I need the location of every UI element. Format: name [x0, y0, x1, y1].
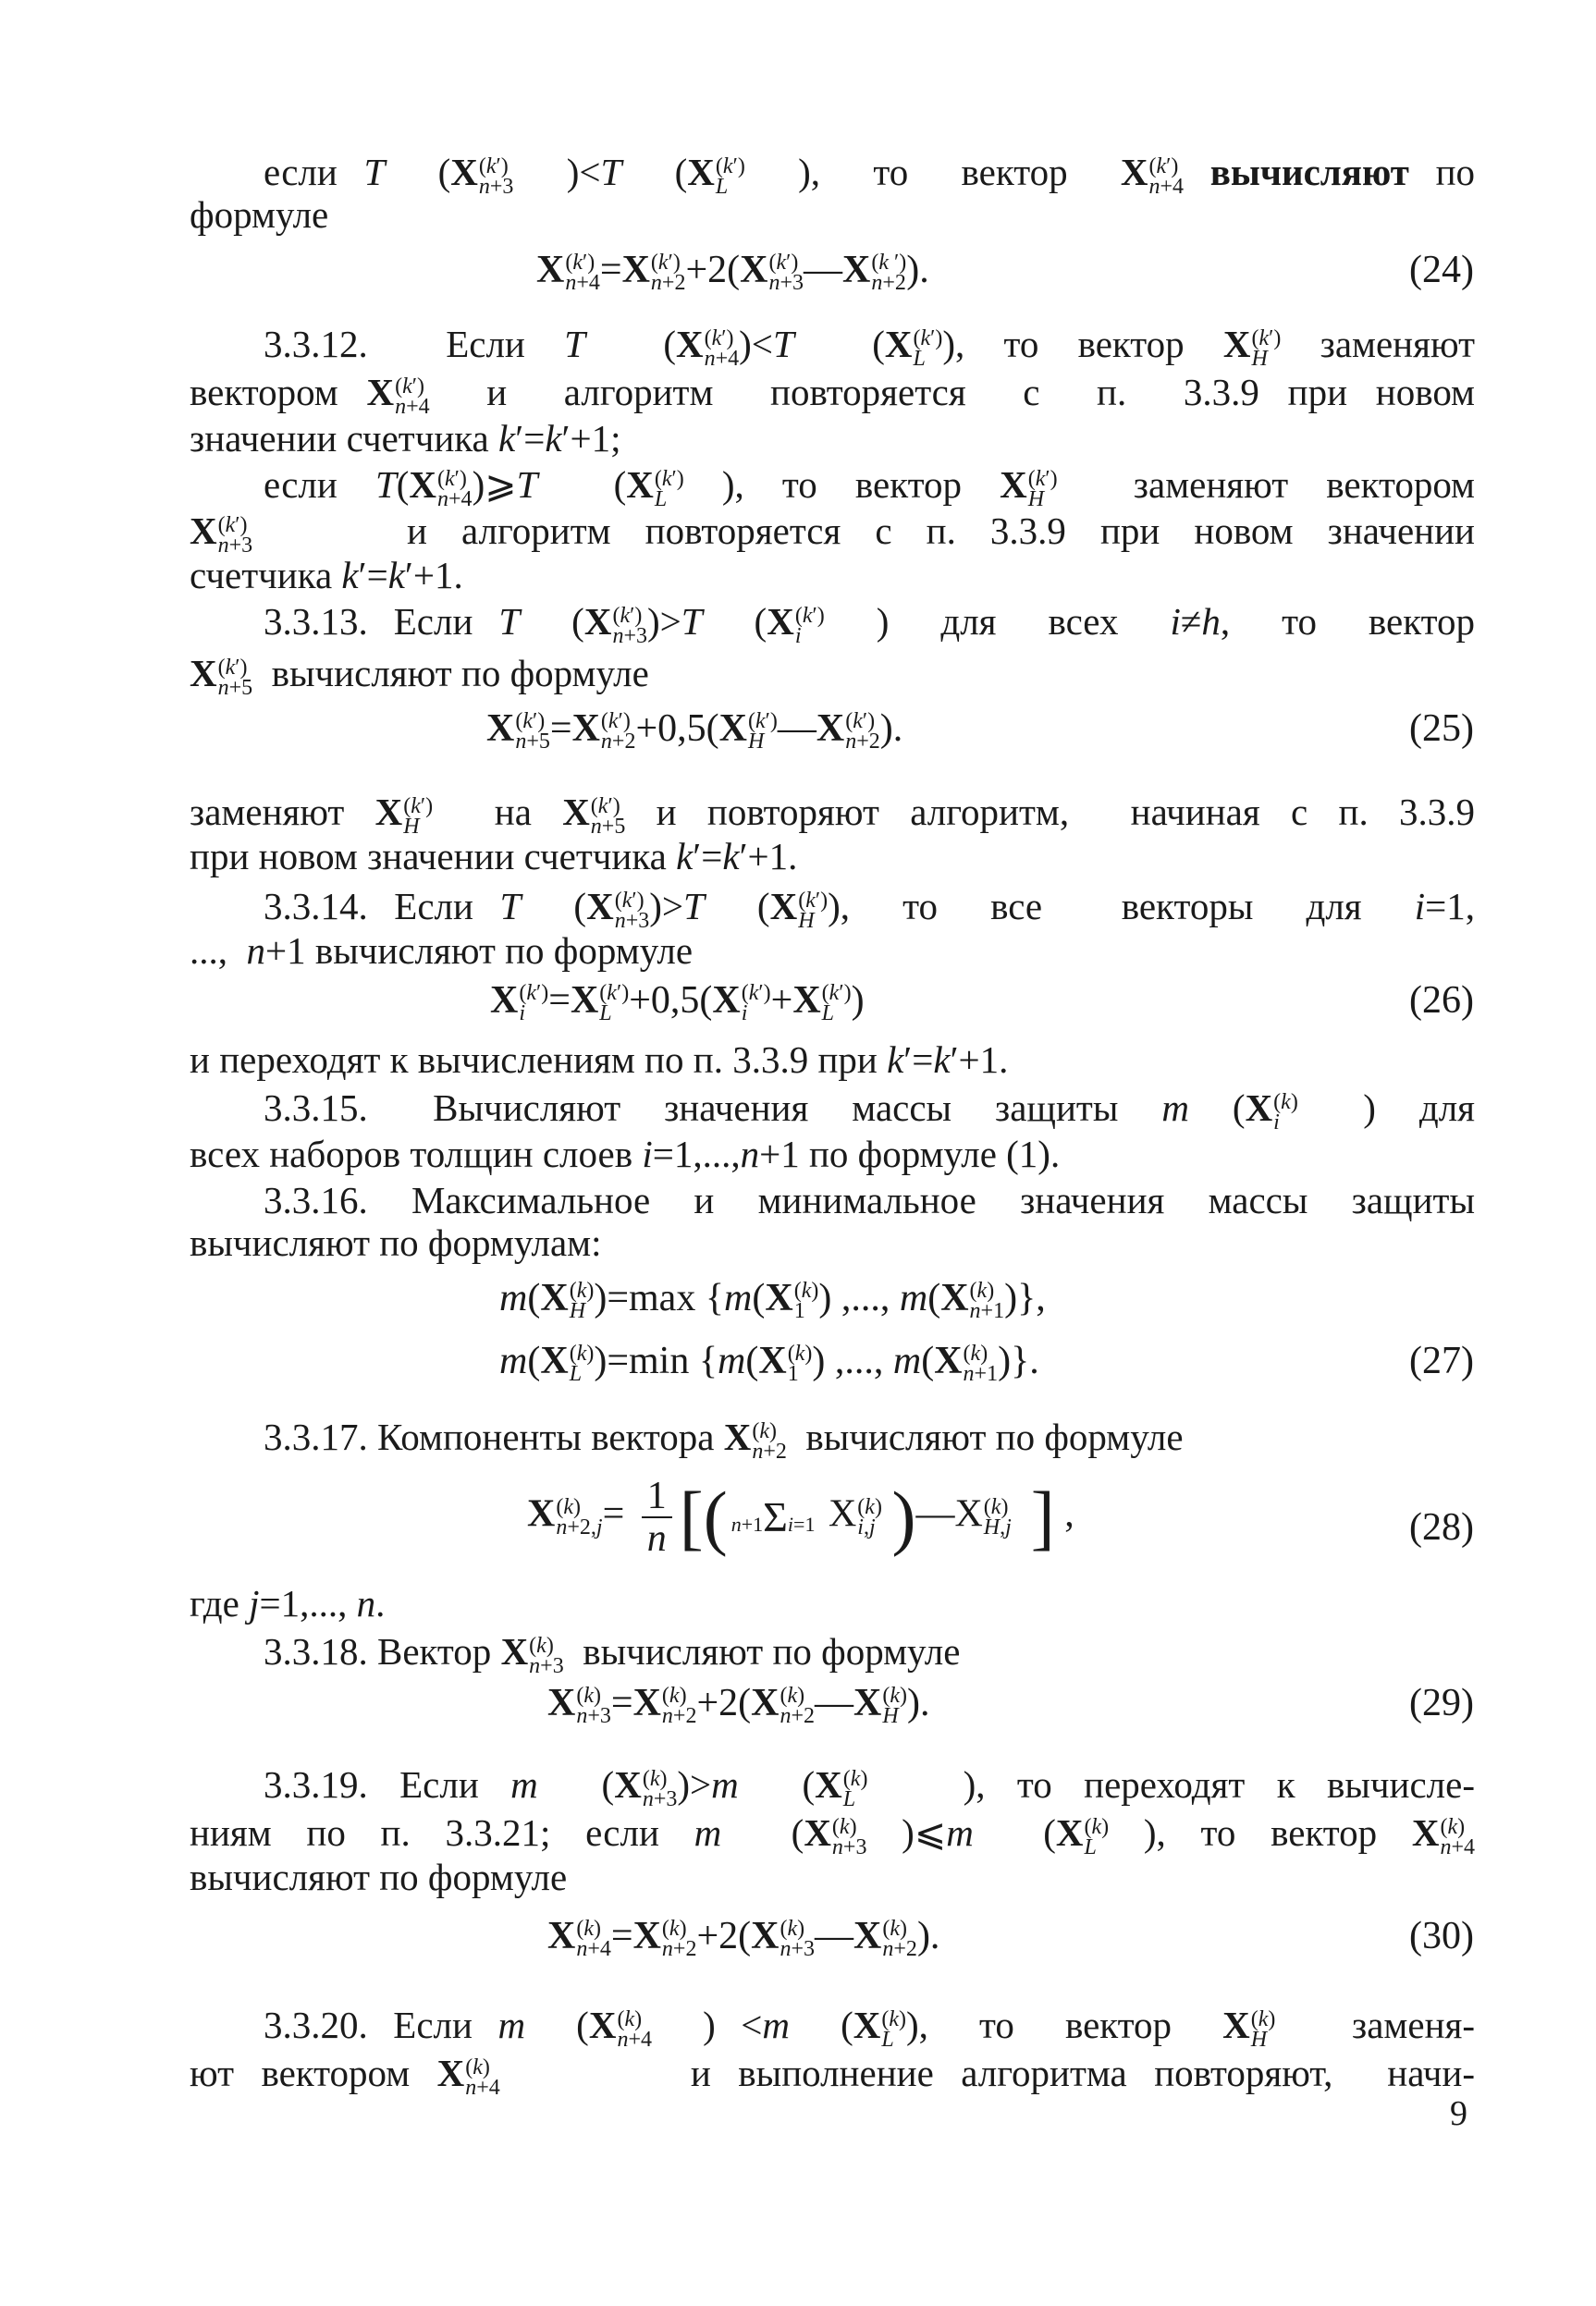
text-line: формуле: [190, 193, 329, 236]
formula-27a: m(X (k) H )=max {m(X (k) 1 ) ,..., m(X (k) n+1 )},: [499, 1277, 1046, 1324]
text-line: если T (X (k′) n+3 )<T (X (k′) L ), то вектор X (k′) n+4 вычисляют по: [264, 151, 1476, 199]
text-line: X (k′) n+5 вычисляют по формуле: [190, 652, 649, 700]
equation-number: (24): [1409, 249, 1474, 291]
text-line: значении счетчика k′=k′+1;: [190, 417, 621, 460]
text-line: ..., n+1 вычисляют по формуле: [190, 929, 694, 972]
equation-number: (26): [1409, 979, 1474, 1022]
text-line: вычисляют по формуле: [190, 1856, 568, 1898]
formula-28: X (k) n+2,j = $\frac{1}{n}$ [( n+1Σi=1 X (k) i,j )—X (k) H,j ] ,: [527, 1475, 1074, 1560]
text-line: вычисляют по формулам:: [190, 1221, 602, 1264]
text-line: 3.3.18. Вектор X (k) n+3 вычисляют по формуле: [264, 1630, 961, 1678]
text-line: X (k′) n+3 и алгоритм повторяется с п. 3.3.9 при новом значении: [190, 509, 1475, 558]
text-line: заменяют X (k′) H на X (k′) n+5 и повторяют алгоритм, начиная с п. 3.3.9: [190, 791, 1475, 839]
equation-number: (25): [1409, 707, 1474, 750]
text-line: всех наборов толщин слоев i=1,...,n+1 по формуле (1).: [190, 1133, 1061, 1175]
formula-25: X (k′) n+5 =X (k′) n+2 +0,5(X (k′) H —X (k′) n+2 ).: [486, 707, 903, 754]
text-line: ют вектором X (k) n+4 и выполнение алгоритма повторяют, начи-: [190, 2052, 1475, 2100]
text-line: если T(X (k′) n+4 )⩾T (X (k′) L ), то вектор X (k′) H заменяют вектором: [264, 463, 1475, 511]
formula-26: X (k′) i =X (k′) L +0,5(X (k′) i +X (k′) L ): [490, 979, 865, 1026]
text-line: 3.3.14. Если T (X (k′) n+3 )>T (X (k′) H ), то все векторы для i=1,: [264, 885, 1476, 933]
text-line: 3.3.20. Если m (X (k) n+4 ) <m (X (k) L ), то вектор X (k) H заменя-: [264, 2004, 1476, 2052]
formula-29: X (k) n+3 =X (k) n+2 +2(X (k) n+2 —X (k) H ).: [547, 1682, 930, 1729]
formula-24: X (k′) n+4 =X (k′) n+2 +2(X (k′) n+3 —X (k ′) n+2 ).: [536, 249, 929, 296]
text-line: счетчика k′=k′+1.: [190, 554, 463, 596]
text-line: вектором X (k′) n+4 и алгоритм повторяется с п. 3.3.9 при новом: [190, 371, 1475, 419]
text-line: 3.3.19. Если m (X (k) n+3 )>m (X (k) L ), то переходят к вычисле-: [264, 1763, 1475, 1811]
equation-number: (30): [1409, 1915, 1474, 1957]
equation-number: (28): [1409, 1506, 1474, 1549]
text-line: 3.3.16. Максимальное и минимальное значения массы защиты: [264, 1179, 1475, 1221]
text-line: при новом значении счетчика k′=k′+1.: [190, 835, 798, 877]
equation-number: (27): [1409, 1340, 1474, 1382]
text-line: 3.3.15. Вычисляют значения массы защиты m (X (k) i ) для: [264, 1086, 1476, 1135]
text-line: 3.3.12. Если T (X (k′) n+4 )<T (X (k′) L ), то вектор X (k′) H заменяют: [264, 323, 1475, 371]
equation-number: (29): [1409, 1682, 1474, 1724]
text-line: 3.3.17. Компоненты вектора X (k) n+2 вычисляют по формуле: [264, 1416, 1184, 1464]
text-line: ниям по п. 3.3.21; если m (X (k) n+3 )⩽m (X (k) L ), то вектор X (k) n+4: [190, 1811, 1476, 1859]
text-line: где j=1,..., n.: [190, 1582, 386, 1625]
formula-30: X (k) n+4 =X (k) n+2 +2(X (k) n+3 —X (k) n+2 ).: [547, 1915, 940, 1962]
page-number: 9: [1450, 2094, 1467, 2133]
formula-27b: m(X (k) L )=min {m(X (k) 1 ) ,..., m(X (k) n+1 )}.: [499, 1340, 1039, 1387]
text-line: и переходят к вычислениям по п. 3.3.9 при k′=k′+1.: [190, 1038, 1009, 1081]
text-line: 3.3.13. Если T (X (k′) n+3 )>T (X (k′) i ) для всех i≠h, то вектор: [264, 600, 1476, 648]
